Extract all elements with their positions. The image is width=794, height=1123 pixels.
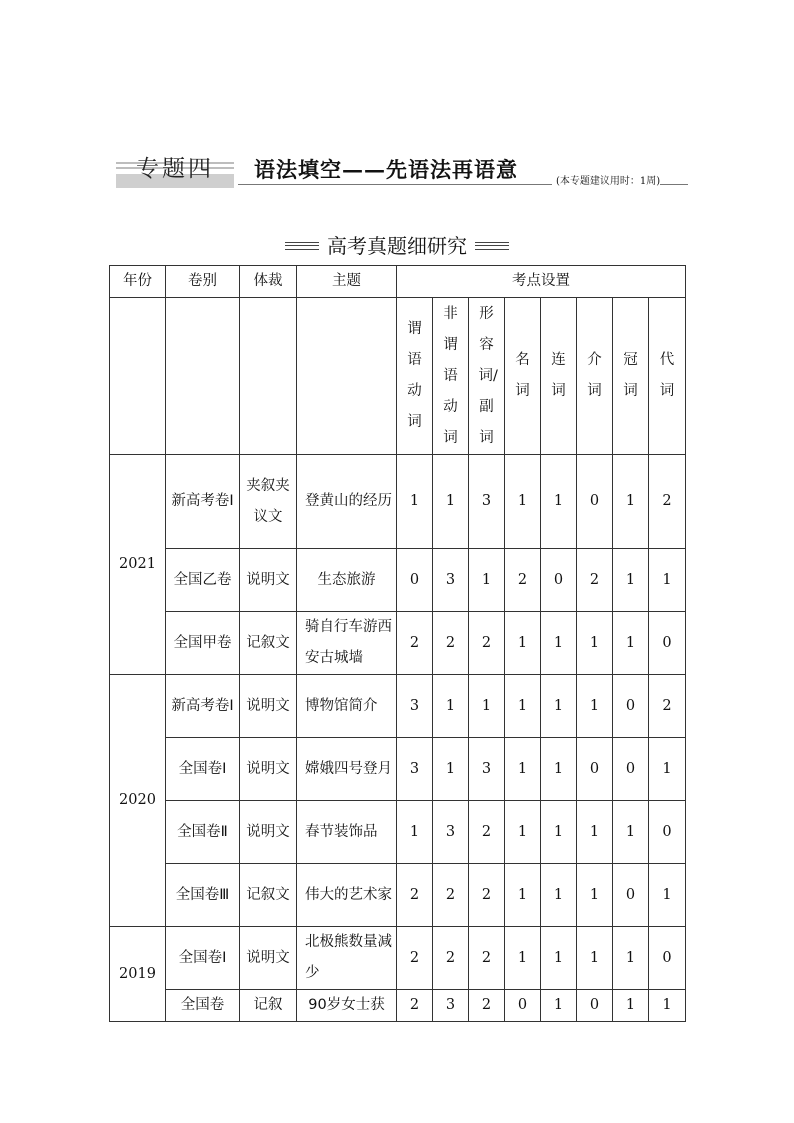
value-cell: 1: [433, 675, 469, 738]
theme-cell: 90岁女士获: [297, 990, 397, 1022]
subheader-cell: [577, 298, 613, 455]
value-cell: 1: [613, 801, 649, 864]
theme-cell: 春节装饰品: [297, 801, 397, 864]
value-cell: 1: [541, 738, 577, 801]
topic-header: [116, 150, 688, 196]
value-cell: 1: [505, 738, 541, 801]
value-cell: 1: [541, 612, 577, 675]
value-cell: 1: [577, 864, 613, 927]
paper-cell: 全国甲卷: [166, 612, 240, 675]
empty-cell: [297, 298, 397, 455]
value-cell: 0: [649, 612, 686, 675]
value-cell: 2: [397, 612, 433, 675]
value-cell: 1: [613, 549, 649, 612]
header-theme: 主题: [297, 266, 397, 298]
value-cell: 0: [649, 801, 686, 864]
genre-cell: 说明文: [240, 801, 297, 864]
value-cell: 1: [577, 612, 613, 675]
value-cell: 1: [577, 927, 613, 990]
value-cell: 0: [649, 927, 686, 990]
value-cell: 1: [505, 612, 541, 675]
subheader-adj-adv: 形容词/副词: [478, 305, 498, 446]
table-row: [110, 612, 686, 675]
genre-cell: 说明文: [240, 675, 297, 738]
table-row: [110, 549, 686, 612]
topic-title: 语法填空——先语法再语意: [254, 157, 518, 182]
header-year: 年份: [110, 266, 166, 298]
table-row: [110, 801, 686, 864]
genre-cell: 记叙文: [240, 864, 297, 927]
value-cell: 1: [505, 801, 541, 864]
paper-cell: 全国卷: [166, 990, 240, 1022]
value-cell: 2: [505, 549, 541, 612]
value-cell: 1: [541, 801, 577, 864]
paper-cell: 新高考卷Ⅰ: [166, 675, 240, 738]
value-cell: 1: [397, 801, 433, 864]
year-cell: 2020: [110, 675, 166, 927]
value-cell: 2: [469, 864, 505, 927]
paper-cell: 全国乙卷: [166, 549, 240, 612]
value-cell: 0: [541, 549, 577, 612]
year-cell: 2019: [110, 927, 166, 1022]
table-header-row: [110, 266, 686, 298]
paper-cell: 全国卷Ⅱ: [166, 801, 240, 864]
table-row: [110, 864, 686, 927]
subheader-cell: [613, 298, 649, 455]
value-cell: 0: [613, 675, 649, 738]
subheader-conj: 连词: [551, 352, 566, 399]
theme-cell: 嫦娥四号登月: [297, 738, 397, 801]
value-cell: 2: [649, 455, 686, 549]
table-subheader-row: [110, 298, 686, 455]
value-cell: 3: [397, 738, 433, 801]
value-cell: 0: [613, 864, 649, 927]
section-title-text: 高考真题细研究: [327, 234, 467, 258]
value-cell: 1: [469, 549, 505, 612]
value-cell: 1: [433, 738, 469, 801]
value-cell: 2: [469, 990, 505, 1022]
theme-cell: 北极熊数量减少: [297, 927, 397, 990]
value-cell: 3: [469, 738, 505, 801]
value-cell: 2: [433, 612, 469, 675]
value-cell: 2: [469, 927, 505, 990]
subheader-noun: 名词: [515, 352, 530, 399]
header-paper: 卷别: [166, 266, 240, 298]
subheader-pronoun: 代词: [659, 352, 675, 399]
value-cell: 1: [541, 455, 577, 549]
value-cell: 2: [469, 801, 505, 864]
empty-cell: [166, 298, 240, 455]
subheader-prep: 介词: [587, 352, 602, 399]
genre-cell: 记叙: [240, 990, 297, 1022]
subheader-article: 冠词: [623, 352, 638, 399]
value-cell: 1: [505, 927, 541, 990]
theme-cell: 伟大的艺术家: [297, 864, 397, 927]
value-cell: 2: [649, 675, 686, 738]
subheader-cell: [469, 298, 505, 455]
value-cell: 3: [433, 549, 469, 612]
section-title: [0, 230, 794, 259]
value-cell: 1: [649, 864, 686, 927]
value-cell: 1: [505, 675, 541, 738]
topic-note: (本专题建议用时：1周): [552, 172, 660, 187]
value-cell: 3: [397, 675, 433, 738]
paper-cell: 全国卷Ⅰ: [166, 927, 240, 990]
value-cell: 3: [433, 990, 469, 1022]
table-row: [110, 927, 686, 990]
paper-cell: 全国卷Ⅰ: [166, 738, 240, 801]
exam-table: [109, 265, 686, 1022]
subheader-nonfinite: 非谓语动词: [443, 305, 458, 446]
subheader-cell: [505, 298, 541, 455]
genre-cell: 夹叙夹议文: [240, 455, 297, 549]
subheader-cell: [649, 298, 686, 455]
topic-label: 专题四: [136, 156, 214, 182]
genre-cell: 说明文: [240, 738, 297, 801]
value-cell: 0: [577, 455, 613, 549]
value-cell: 1: [649, 549, 686, 612]
genre-cell: 说明文: [240, 927, 297, 990]
value-cell: 1: [613, 455, 649, 549]
empty-cell: [240, 298, 297, 455]
theme-cell: 生态旅游: [297, 549, 397, 612]
value-cell: 2: [397, 990, 433, 1022]
value-cell: 3: [433, 801, 469, 864]
value-cell: 1: [397, 455, 433, 549]
value-cell: 0: [577, 990, 613, 1022]
value-cell: 1: [505, 455, 541, 549]
genre-cell: 说明文: [240, 549, 297, 612]
value-cell: 1: [541, 990, 577, 1022]
table-row: [110, 738, 686, 801]
value-cell: 1: [505, 864, 541, 927]
theme-cell: 博物馆简介: [297, 675, 397, 738]
table-row: [110, 455, 686, 549]
table-row: [110, 990, 686, 1022]
empty-cell: [110, 298, 166, 455]
title-deco-right: [475, 242, 509, 250]
value-cell: 1: [541, 864, 577, 927]
value-cell: 1: [541, 927, 577, 990]
value-cell: 0: [613, 738, 649, 801]
value-cell: 1: [577, 801, 613, 864]
value-cell: 1: [613, 990, 649, 1022]
subheader-cell: [433, 298, 469, 455]
header-genre: 体裁: [240, 266, 297, 298]
year-cell: 2021: [110, 455, 166, 675]
value-cell: 1: [469, 675, 505, 738]
value-cell: 0: [505, 990, 541, 1022]
value-cell: 1: [613, 612, 649, 675]
value-cell: 2: [469, 612, 505, 675]
value-cell: 2: [433, 864, 469, 927]
value-cell: 1: [613, 927, 649, 990]
title-deco-left: [285, 242, 319, 250]
genre-cell: 记叙文: [240, 612, 297, 675]
value-cell: 2: [433, 927, 469, 990]
value-cell: 1: [433, 455, 469, 549]
subheader-cell: [397, 298, 433, 455]
value-cell: 3: [469, 455, 505, 549]
value-cell: 2: [397, 927, 433, 990]
value-cell: 1: [541, 675, 577, 738]
theme-cell: 登黄山的经历: [297, 455, 397, 549]
value-cell: 1: [577, 675, 613, 738]
paper-cell: 全国卷Ⅲ: [166, 864, 240, 927]
value-cell: 1: [649, 990, 686, 1022]
header-points: 考点设置: [397, 266, 686, 298]
paper-cell: 新高考卷Ⅰ: [166, 455, 240, 549]
value-cell: 0: [577, 738, 613, 801]
subheader-cell: [541, 298, 577, 455]
subheader-predicate: 谓语动词: [407, 321, 422, 430]
value-cell: 2: [577, 549, 613, 612]
table-row: [110, 675, 686, 738]
value-cell: 1: [649, 738, 686, 801]
value-cell: 2: [397, 864, 433, 927]
theme-cell: 骑自行车游西安古城墙: [297, 612, 397, 675]
value-cell: 0: [397, 549, 433, 612]
